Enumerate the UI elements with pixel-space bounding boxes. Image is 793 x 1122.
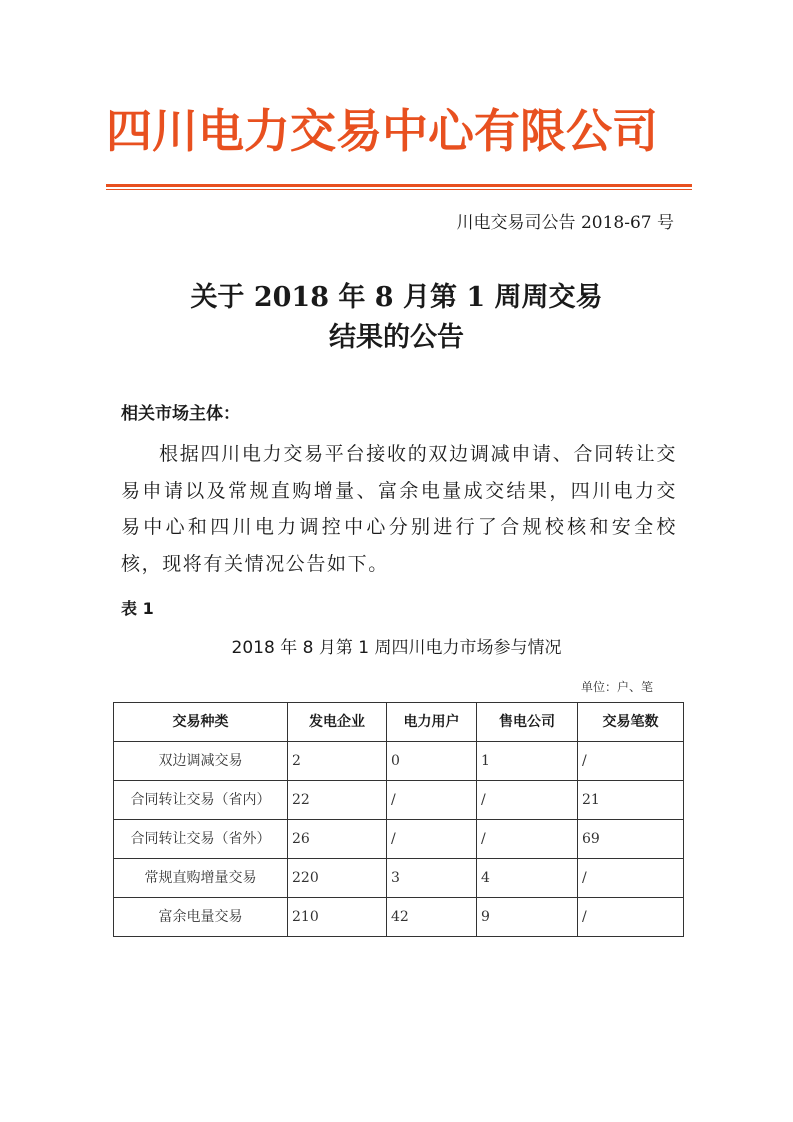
column-header-trade-count: 交易笔数 <box>578 703 684 742</box>
header-divider-thick <box>106 184 692 187</box>
column-header-trade-type: 交易种类 <box>114 703 288 742</box>
table-header-row <box>114 703 684 742</box>
header-divider-thin <box>106 189 692 190</box>
cell-retailers: 1 <box>477 742 578 781</box>
organization-header: 四川电力交易中心有限公司 <box>106 104 658 158</box>
document-number: 川电交易司公告 2018-67 号 <box>456 213 674 233</box>
cell-retailers: 4 <box>477 859 578 898</box>
cell-power-users: 0 <box>387 742 477 781</box>
document-title-line-2: 结果的公告 <box>329 322 464 353</box>
cell-trade-count: / <box>578 742 684 781</box>
cell-trade-type: 双边调减交易 <box>114 742 288 781</box>
cell-trade-type: 合同转让交易（省外） <box>114 820 288 859</box>
addressee: 相关市场主体： <box>121 404 240 424</box>
participation-table <box>113 702 684 937</box>
cell-generators: 2 <box>288 742 387 781</box>
cell-trade-count: 21 <box>578 781 684 820</box>
table-row <box>114 859 684 898</box>
cell-retailers: / <box>477 781 578 820</box>
cell-trade-type: 合同转让交易（省内） <box>114 781 288 820</box>
column-header-power-users: 电力用户 <box>387 703 477 742</box>
cell-trade-count: / <box>578 898 684 937</box>
document-title-line-1: 关于 2018 年 8 月第 1 周周交易 <box>190 282 603 313</box>
table-row <box>114 820 684 859</box>
table-row <box>114 742 684 781</box>
document-title <box>0 278 793 358</box>
cell-trade-count: / <box>578 859 684 898</box>
column-header-retailers: 售电公司 <box>477 703 578 742</box>
cell-power-users: / <box>387 781 477 820</box>
cell-generators: 220 <box>288 859 387 898</box>
cell-trade-type: 常规直购增量交易 <box>114 859 288 898</box>
cell-trade-count: 69 <box>578 820 684 859</box>
cell-generators: 22 <box>288 781 387 820</box>
cell-retailers: / <box>477 820 578 859</box>
cell-generators: 26 <box>288 820 387 859</box>
cell-generators: 210 <box>288 898 387 937</box>
table-label: 表 1 <box>121 599 154 618</box>
column-header-generators: 发电企业 <box>288 703 387 742</box>
cell-power-users: 3 <box>387 859 477 898</box>
cell-trade-type: 富余电量交易 <box>114 898 288 937</box>
table-unit-note: 单位：户、笔 <box>580 680 653 694</box>
table-caption: 2018 年 8 月第 1 周四川电力市场参与情况 <box>231 638 562 658</box>
body-paragraph: 根据四川电力交易平台接收的双边调减申请、合同转让交易申请以及常规直购增量、富余电量成交结果，四川电力交易中心和四川电力调控中心分别进行了合规校核和安全校核，现将有关情况公告如下。 <box>121 443 677 575</box>
table-row <box>114 898 684 937</box>
cell-power-users: / <box>387 820 477 859</box>
cell-power-users: 42 <box>387 898 477 937</box>
table-row <box>114 781 684 820</box>
cell-retailers: 9 <box>477 898 578 937</box>
